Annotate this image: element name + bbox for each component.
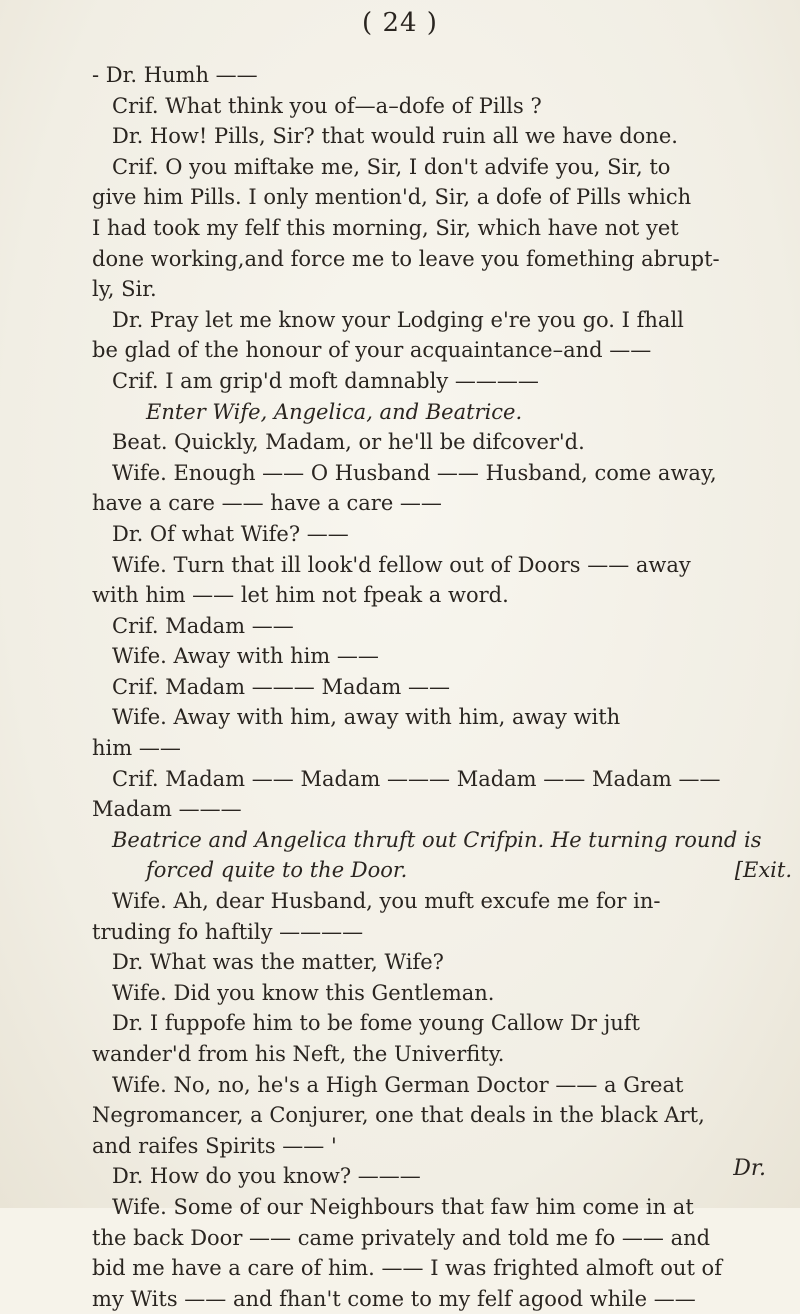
stage-direction: Enter Wife, Angelica, and Beatrice. <box>146 399 523 424</box>
text-line: Dr. How do you know? ——— <box>112 1164 421 1189</box>
stage-direction-line <box>92 855 792 886</box>
text-line: wander'd from his Neft, the Univerfity. <box>92 1042 505 1066</box>
text-line: Crif. O you miftake me, Sir, I don't advife you, Sir, to <box>112 154 671 179</box>
text-line: Wife. Away with him —— <box>112 644 379 669</box>
text-line: Wife. Ah, dear Husband, you muft excufe me for in- <box>112 889 661 914</box>
text-line: Beat. Quickly, Madam, or he'll be difcover'd. <box>112 430 585 455</box>
text-line: Crif. Madam —— Madam ——— Madam —— Madam —— <box>112 766 721 791</box>
text-line: Crif. What think you of—a–dofe of Pills ? <box>112 93 542 118</box>
stage-direction: forced quite to the Door. <box>146 858 408 883</box>
text-line: done working,and force me to leave you fomething abrupt- <box>92 246 720 271</box>
text-line: my Wits —— and fhan't come to my felf agood while —— <box>92 1286 696 1311</box>
text-line: Dr. What was the matter, Wife? <box>112 950 444 975</box>
text-line: the back Door —— came privately and told me fo —— and <box>92 1225 711 1250</box>
text-line: Wife. Some of our Neighbours that faw him come in at <box>112 1194 694 1219</box>
text-line: with him —— let him not fpeak a word. <box>92 583 509 608</box>
text-line: Wife. Turn that ill look'd fellow out of Doors —— away <box>112 552 691 577</box>
text-line: Crif. I am grip'd moft damnably ———— <box>112 368 539 393</box>
text-line: Wife. Enough —— O Husband —— Husband, come away, <box>112 460 717 485</box>
text-line: Wife. No, no, he's a High German Doctor —— a Great <box>112 1072 684 1097</box>
text-line: Crif. Madam —— <box>112 613 294 638</box>
catchword: Dr. <box>733 1156 766 1181</box>
text-line: Wife. Did you know this Gentleman. <box>112 980 495 1005</box>
play-text <box>92 60 792 1314</box>
text-line: give him Pills. I only mention'd, Sir, a dofe of Pills which <box>92 185 692 210</box>
text-line: Dr. How! Pills, Sir? that would ruin all we have done. <box>112 124 678 149</box>
text-line: Wife. Away with him, away with him, away with <box>112 705 621 730</box>
exit-direction: [Exit. <box>734 858 792 883</box>
text-line: ly, Sir. <box>92 277 157 302</box>
text-line: Dr. Pray let me know your Lodging e're you go. I fhall <box>112 307 684 332</box>
text-line: Dr. Of what Wife? —— <box>112 521 349 546</box>
text-line: and raifes Spirits —— ' <box>92 1133 337 1158</box>
stage-direction: Beatrice and Angelica thruft out Crifpin. He turning round is <box>112 827 762 852</box>
text-line: him —— <box>92 736 181 761</box>
text-line: Negromancer, a Conjurer, one that deals in the black Art, <box>92 1103 705 1128</box>
text-line: bid me have a care of him. —— I was frighted almoft out of <box>92 1256 722 1281</box>
page-number: ( 24 ) <box>362 8 438 38</box>
text-line: be glad of the honour of your acquaintance–and —— <box>92 338 652 363</box>
text-line: Dr. I fuppofe him to be fome young Callow Dr juft <box>112 1011 640 1036</box>
text-line: have a care —— have a care —— <box>92 491 442 516</box>
text-line: truding fo haftily ———— <box>92 919 364 944</box>
text-line: - Dr. Humh —— <box>92 63 258 87</box>
text-line: I had took my felf this morning, Sir, which have not yet <box>92 215 679 240</box>
text-line: Crif. Madam ——— Madam —— <box>112 674 451 699</box>
text-line: Madam ——— <box>92 797 242 822</box>
